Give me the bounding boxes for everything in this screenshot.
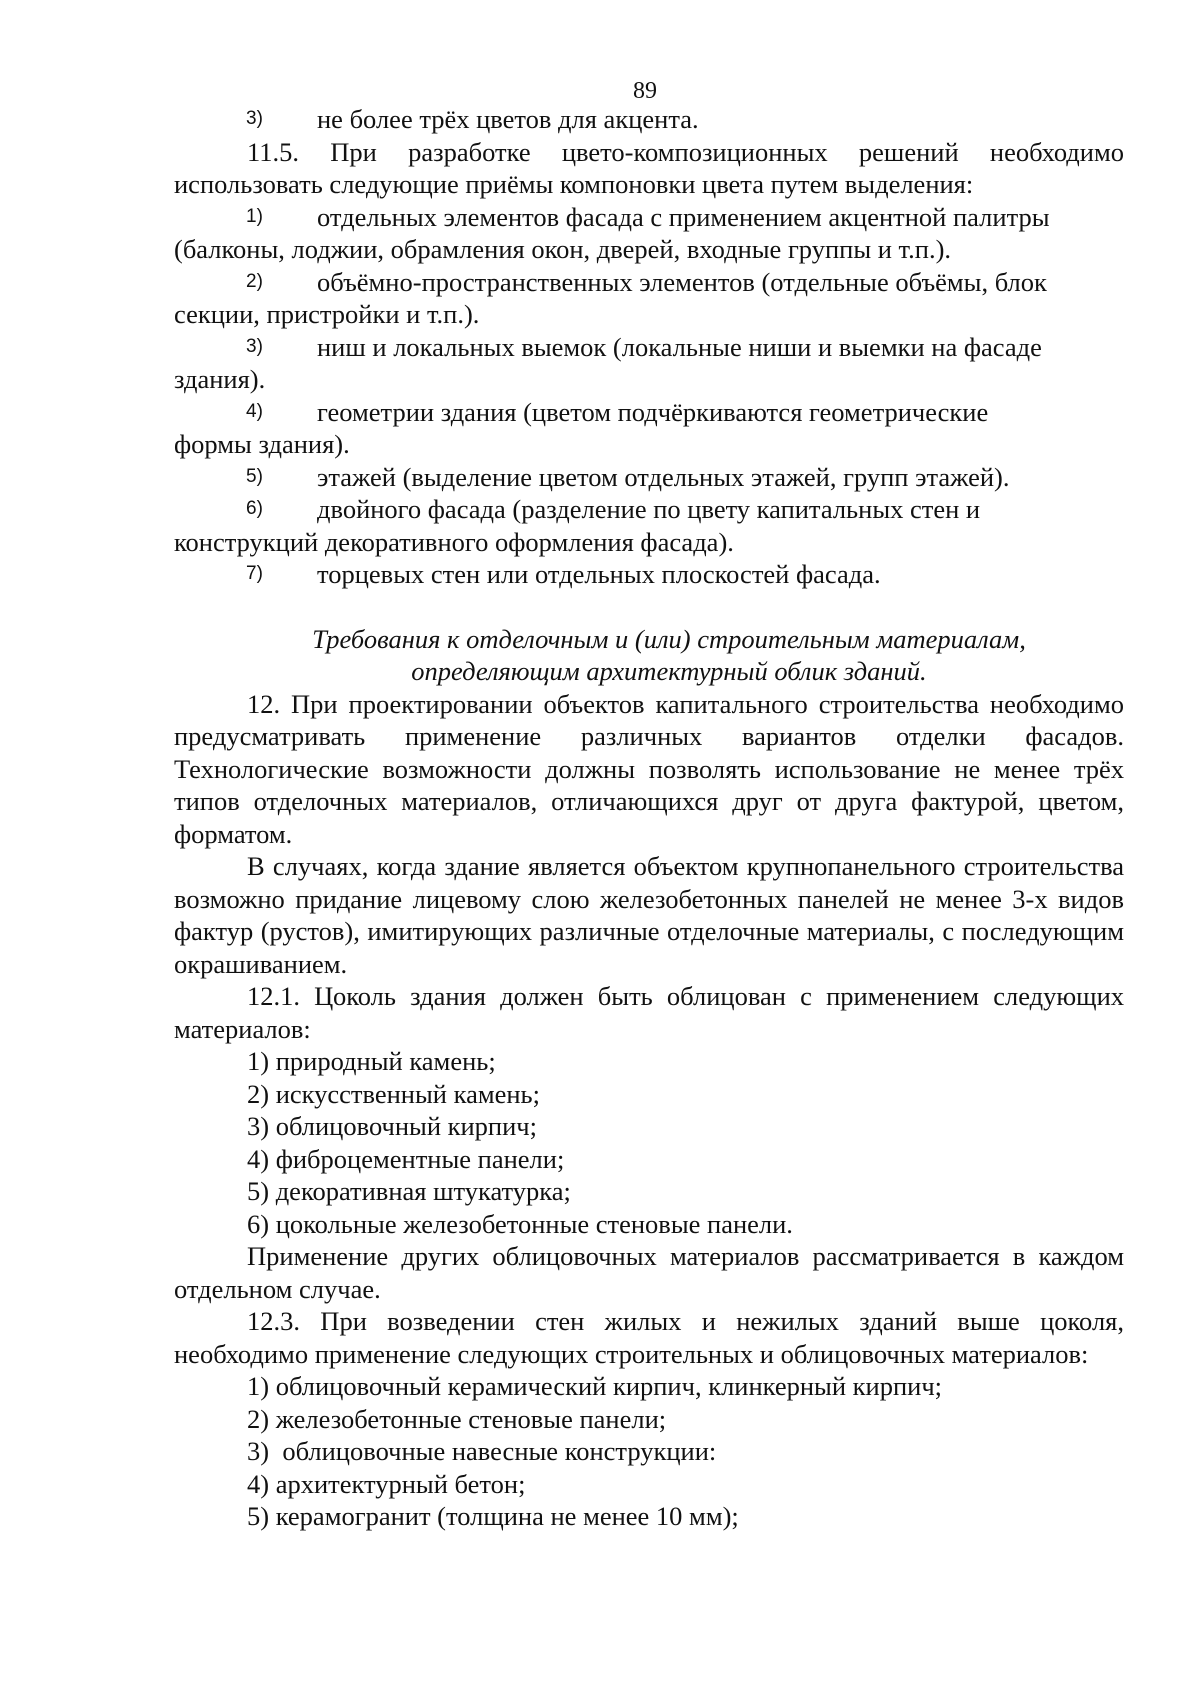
list-item: 5) керамогранит (толщина не менее 10 мм);	[247, 1501, 739, 1531]
list-item-continuation: формы здания).	[174, 429, 350, 459]
list-item	[174, 201, 1124, 266]
list-item-text: двойного фасада (разделение по цвету капитальных стен и	[317, 494, 981, 524]
list-item	[174, 493, 1124, 558]
paragraph-12: 12. При проектировании объектов капитального строительства необходимо предусматривать применение различных вариантов отделки фасадов. Технологические возможности должны позволять использование не менее трёх типов отделочных материалов, отличающихся друг от друга фактурой, цветом, форматом.	[174, 688, 1124, 849]
list-item-number: 2)	[246, 270, 263, 292]
list-item-continuation: конструкций декоративного оформления фасада).	[174, 526, 734, 557]
list-item-number: 5)	[246, 465, 263, 487]
list-item-number: 1)	[246, 205, 263, 227]
list-item	[174, 396, 1124, 461]
list-item: 4) фиброцементные панели;	[247, 1143, 565, 1174]
page-body	[174, 103, 1124, 1533]
paragraph-other-materials: Применение других облицовочных материалов рассматривается в каждом отдельном случае.	[174, 1241, 1124, 1304]
list-item-number: 3)	[246, 108, 263, 129]
list-12-1	[174, 1045, 1124, 1240]
paragraph-11-5-line1: 11.5. При разработке цвето-композиционных решений необходимо	[247, 136, 1124, 167]
list-item	[174, 103, 1124, 136]
paragraph-12-1: 12.1. Цоколь здания должен быть облицован с применением следующих материалов:	[174, 981, 1124, 1044]
list-item-continuation: секции, пристройки и т.п.).	[174, 299, 480, 329]
list-item: 5) декоративная штукатурка;	[247, 1176, 571, 1206]
list-item: 2) искусственный камень;	[247, 1078, 540, 1109]
list-item: 1) облицовочный керамический кирпич, клинкерный кирпич;	[247, 1371, 943, 1401]
list-item-text: не более трёх цветов для акцента.	[317, 104, 699, 134]
list-item: 1) природный камень;	[247, 1046, 496, 1076]
paragraph-12-3: 12.3. При возведении стен жилых и нежилых зданий выше цоколя, необходимо применение следующих строительных и облицовочных материалов:	[174, 1306, 1124, 1369]
section-heading-line2: определяющим архитектурный облик зданий.	[411, 656, 927, 686]
list-item	[174, 461, 1124, 494]
list-item-number: 3)	[246, 335, 263, 357]
list-item-number: 7)	[246, 563, 263, 584]
list-item	[174, 558, 1124, 591]
list-item-text: торцевых стен или отдельных плоскостей фасада.	[317, 559, 881, 589]
list-12-3	[174, 1370, 1124, 1533]
list-item: 2) железобетонные стеновые панели;	[247, 1403, 667, 1434]
list-item-text: геометрии здания (цветом подчёркиваются геометрические	[317, 396, 989, 427]
list-item-text: объёмно-пространственных элементов (отдельные объёмы, блок	[317, 266, 1047, 297]
list-item-continuation: (балконы, лоджии, обрамления окон, дверей, входные группы и т.п.).	[174, 234, 952, 264]
paragraph-panels: В случаях, когда здание является объектом крупнопанельного строительства возможно придание лицевому слою железобетонных панелей не менее 3-х видов фактур (рустов), имитирующих различные отделочные материалы, с последующим окрашиванием.	[174, 851, 1124, 979]
list-item-text: отдельных элементов фасада с применением акцентной палитры	[317, 201, 1050, 232]
list-item	[174, 266, 1124, 331]
page-number: 89	[633, 78, 657, 104]
list-item-text: ниш и локальных выемок (локальные ниши и выемки на фасаде	[317, 331, 1042, 362]
list-item: 4) архитектурный бетон;	[247, 1468, 526, 1499]
list-item-text: этажей (выделение цветом отдельных этажей, групп этажей).	[317, 461, 1010, 492]
list-item: 3) облицовочные навесные конструкции:	[247, 1436, 717, 1466]
section-heading	[174, 623, 1124, 688]
list-item: 3) облицовочный кирпич;	[247, 1111, 537, 1141]
list-item-number: 4)	[246, 400, 263, 422]
section-heading-line1: Требования к отделочным и (или) строительным материалам,	[312, 623, 1026, 654]
list-item: 6) цокольные железобетонные стеновые панели.	[247, 1208, 793, 1239]
paragraph-11-5-line2: использовать следующие приёмы компоновки цвета путем выделения:	[174, 169, 974, 199]
list-item	[174, 331, 1124, 396]
list-item-continuation: здания).	[174, 364, 266, 394]
list-item-number: 6)	[246, 498, 263, 519]
list-11-5	[174, 201, 1124, 591]
